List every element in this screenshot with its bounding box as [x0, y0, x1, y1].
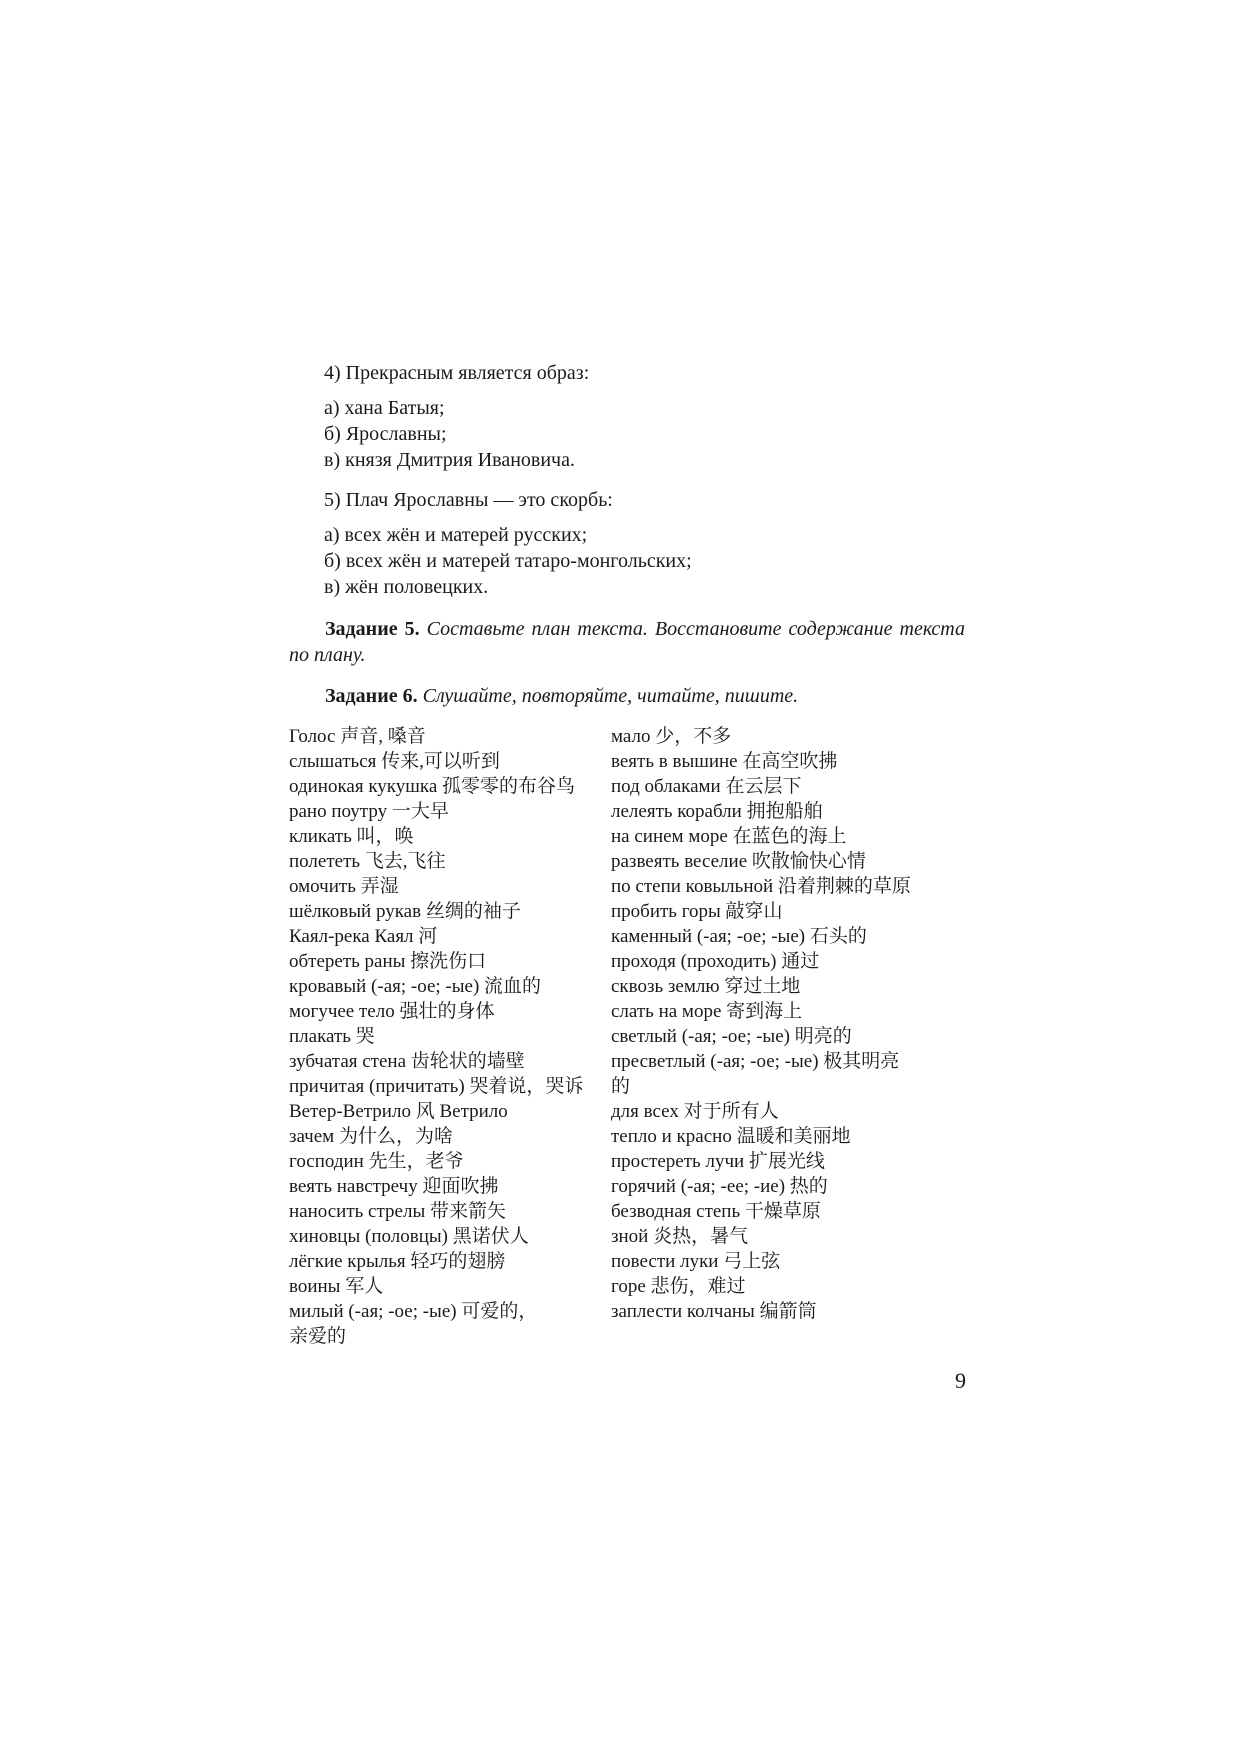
task-5-label: Задание 5.: [325, 618, 420, 640]
vocabulary-item: горе 悲伤，难过: [611, 1276, 746, 1297]
vocabulary-item: веять навстречу 迎面吹拂: [289, 1176, 499, 1197]
vocabulary-item: слышаться 传来,可以听到: [289, 751, 500, 772]
task-6-instruction: Слушайте, повторяйте, читайте, пишите.: [422, 685, 799, 707]
vocabulary-item: пробить горы 敲穿山: [611, 901, 783, 922]
vocabulary-item: наносить стрелы 带来箭矢: [289, 1201, 506, 1222]
vocabulary-item: воины 军人: [289, 1276, 384, 1297]
question-5-option-c: в) жён половецких.: [324, 576, 489, 598]
vocabulary-item: повести луки 弓上弦: [611, 1251, 781, 1272]
vocabulary-item: простереть лучи 扩展光线: [611, 1151, 825, 1172]
vocabulary-item: кровавый (-ая; -ое; -ые) 流血的: [289, 976, 542, 997]
vocabulary-item: безводная степь 干燥草原: [611, 1201, 821, 1222]
question-5-stem: 5) Плач Ярославны — это скорбь:: [324, 489, 613, 511]
vocabulary-item: зачем 为什么，为啥: [289, 1126, 453, 1147]
vocabulary-item: кликать 叫，唤: [289, 826, 414, 847]
vocabulary-item: могучее тело 强壮的身体: [289, 1001, 495, 1022]
vocabulary-item: каменный (-ая; -ое; -ые) 石头的: [611, 926, 867, 947]
task-6-label: Задание 6.: [325, 685, 418, 707]
task-6: [289, 683, 965, 709]
vocabulary-item: пресветлый (-ая; -ое; -ые) 极其明亮: [611, 1051, 900, 1072]
vocabulary-item: одинокая кукушка 孤零零的布谷鸟: [289, 776, 576, 797]
vocabulary-item: хиновцы (половцы) 黑诺伏人: [289, 1226, 529, 1247]
vocabulary-item: сквозь землю 穿过土地: [611, 976, 801, 997]
vocabulary-item: заплести колчаны 编箭筒: [611, 1301, 817, 1322]
question-5: [324, 487, 964, 600]
vocabulary-right-column: [611, 724, 971, 1324]
vocabulary-item: шёлковый рукав 丝绸的袖子: [289, 901, 521, 922]
page-number: 9: [955, 1368, 966, 1393]
vocabulary-item: мало 少，不多: [611, 726, 732, 747]
vocabulary-item: плакать 哭: [289, 1026, 375, 1047]
question-5-option-b: б) всех жён и матерей татаро-монгольских;: [324, 550, 692, 572]
task-5-instruction: Составьте план текста. Восстановите содержание текста по плану.: [289, 618, 965, 666]
vocabulary-item: тепло и красно 温暖和美丽地: [611, 1126, 851, 1147]
question-5-option-a: а) всех жён и матерей русских;: [324, 524, 588, 546]
vocabulary-item: под облаками 在云层下: [611, 776, 802, 797]
vocabulary-item: милый (-ая; -ое; -ые) 可爱的，: [289, 1301, 538, 1322]
vocabulary-item: развеять веселие 吹散愉快心情: [611, 851, 866, 872]
vocabulary-item: зубчатая стена 齿轮状的墙壁: [289, 1051, 525, 1072]
vocabulary-item: лёгкие крылья 轻巧的翅膀: [289, 1251, 506, 1272]
vocabulary-item: слать на море 寄到海上: [611, 1001, 803, 1022]
vocabulary-item: 的: [611, 1076, 631, 1097]
vocabulary-left-column: [289, 724, 604, 1349]
vocabulary-item: Каял-река Каял 河: [289, 926, 438, 947]
vocabulary-item: зной 炎热，暑气: [611, 1226, 749, 1247]
question-4-option-c: в) князя Дмитрия Ивановича.: [324, 449, 575, 471]
vocabulary-item: обтереть раны 擦洗伤口: [289, 951, 487, 972]
vocabulary-item: Голос 声音, 嗓音: [289, 726, 426, 747]
question-4: [324, 360, 964, 473]
vocabulary-item: горячий (-ая; -ее; -ие) 热的: [611, 1176, 828, 1197]
vocabulary-item: по степи ковыльной 沿着荆棘的草原: [611, 876, 911, 897]
vocabulary-item: светлый (-ая; -ое; -ые) 明亮的: [611, 1026, 852, 1047]
vocabulary-item: веять в вышине 在高空吹拂: [611, 751, 838, 772]
vocabulary-item: для всех 对于所有人: [611, 1101, 779, 1122]
vocabulary-item: причитая (причитать) 哭着说，哭诉: [289, 1076, 584, 1097]
question-4-option-b: б) Ярославны;: [324, 423, 447, 445]
vocabulary-item: рано поутру 一大早: [289, 801, 449, 822]
vocabulary-item: на синем море 在蓝色的海上: [611, 826, 847, 847]
vocabulary-item: омочить 弄湿: [289, 876, 399, 897]
task-5: [289, 616, 965, 668]
question-4-stem: 4) Прекрасным является образ:: [324, 362, 590, 384]
vocabulary-item: проходя (проходить) 通过: [611, 951, 820, 972]
vocabulary-item: Ветер-Ветрило 风 Ветрило: [289, 1101, 508, 1122]
vocabulary-item: лелеять корабли 拥抱船舶: [611, 801, 823, 822]
vocabulary-item: полететь 飞去,飞往: [289, 851, 446, 872]
vocabulary-item: господин 先生，老爷: [289, 1151, 464, 1172]
vocabulary-item: 亲爱的: [289, 1326, 347, 1347]
question-4-option-a: а) хана Батыя;: [324, 397, 445, 419]
